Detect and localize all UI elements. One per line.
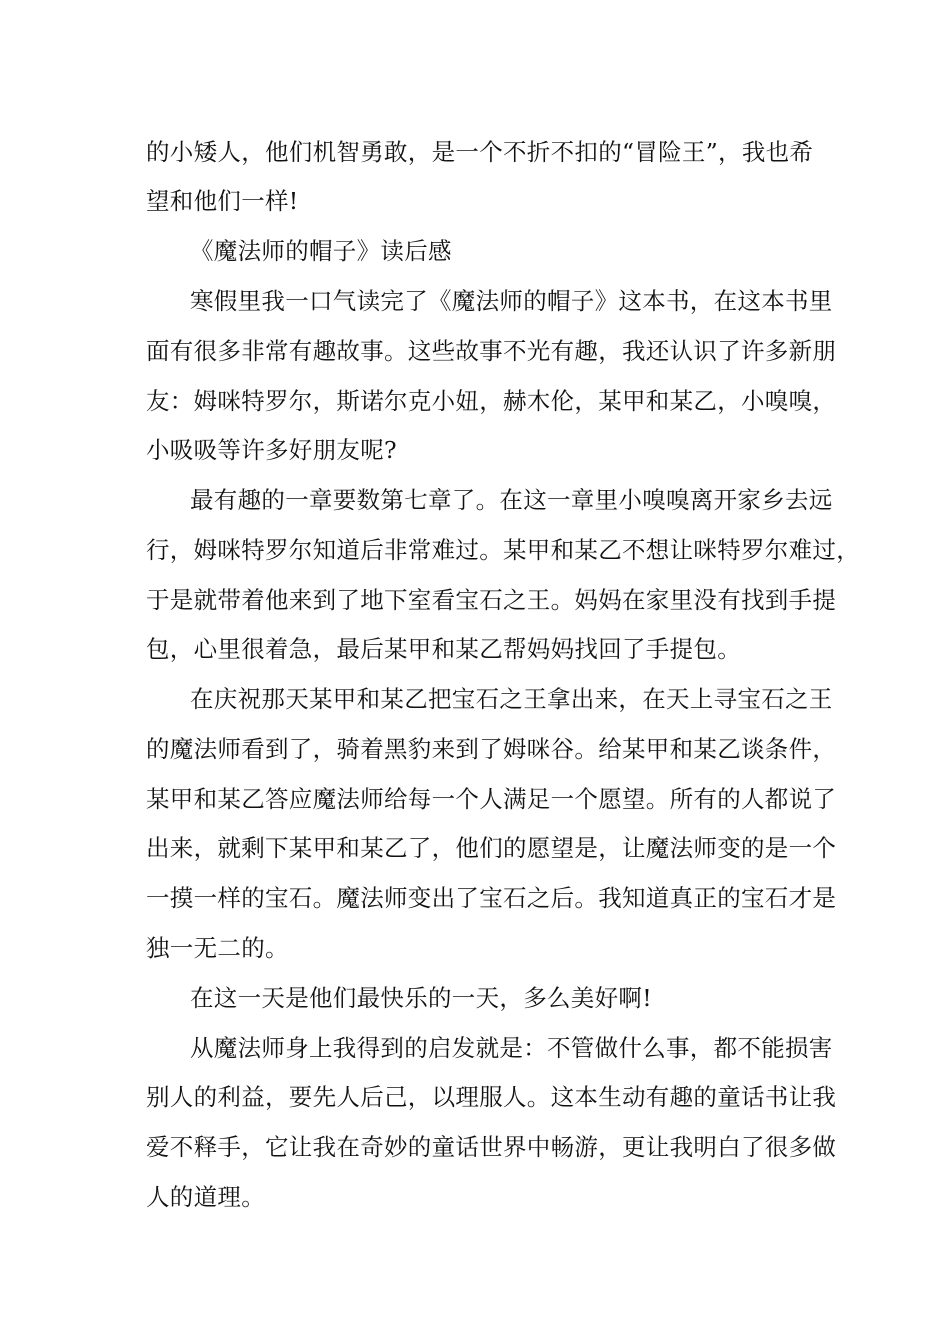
text-line: 的小矮人，他们机智勇敢，是一个不折不扣的“冒险王”，我也希 — [146, 138, 814, 166]
text-line: 独一无二的。 — [146, 934, 289, 962]
text-line: 一摸一样的宝石。魔法师变出了宝石之后。我知道真正的宝石才是 — [146, 884, 837, 912]
text-line: 行，姆咪特罗尔知道后非常难过。某甲和某乙不想让咪特罗尔难过， — [146, 536, 860, 564]
text-line: 从魔法师身上我得到的启发就是：不管做什么事，都不能损害 — [190, 1034, 833, 1062]
text-line: 小吸吸等许多好朋友呢? — [146, 436, 397, 464]
text-line: 在庆祝那天某甲和某乙把宝石之王拿出来，在天上寻宝石之王 — [190, 685, 833, 713]
text-line: 面有很多非常有趣故事。这些故事不光有趣，我还认识了许多新朋 — [146, 337, 837, 365]
text-line: 某甲和某乙答应魔法师给每一个人满足一个愿望。所有的人都说了 — [146, 785, 837, 813]
text-line: 望和他们一样! — [146, 187, 299, 215]
text-line: 于是就带着他来到了地下室看宝石之王。妈妈在家里没有找到手提 — [146, 586, 837, 614]
text-line: 寒假里我一口气读完了《魔法师的帽子》这本书，在这本书里 — [190, 287, 833, 315]
text-line: 包，心里很着急，最后某甲和某乙帮妈妈找回了手提包。 — [146, 635, 741, 663]
text-line: 人的道理。 — [146, 1183, 265, 1211]
text-line: 友：姆咪特罗尔，斯诺尔克小妞，赫木伦，某甲和某乙，小嗅嗅， — [146, 387, 837, 415]
text-line: 最有趣的一章要数第七章了。在这一章里小嗅嗅离开家乡去远 — [190, 486, 833, 514]
text-line: 爱不释手，它让我在奇妙的童话世界中畅游，更让我明白了很多做 — [146, 1133, 837, 1161]
text-line: 的魔法师看到了，骑着黑豹来到了姆咪谷。给某甲和某乙谈条件， — [146, 735, 837, 763]
essay-title: 《魔法师的帽子》读后感 — [190, 237, 452, 265]
text-line: 在这一天是他们最快乐的一天，多么美好啊! — [190, 984, 652, 1012]
text-line: 别人的利益，要先人后己，以理服人。这本生动有趣的童话书让我 — [146, 1083, 837, 1111]
text-line: 出来，就剩下某甲和某乙了，他们的愿望是，让魔法师变的是一个 — [146, 834, 837, 862]
